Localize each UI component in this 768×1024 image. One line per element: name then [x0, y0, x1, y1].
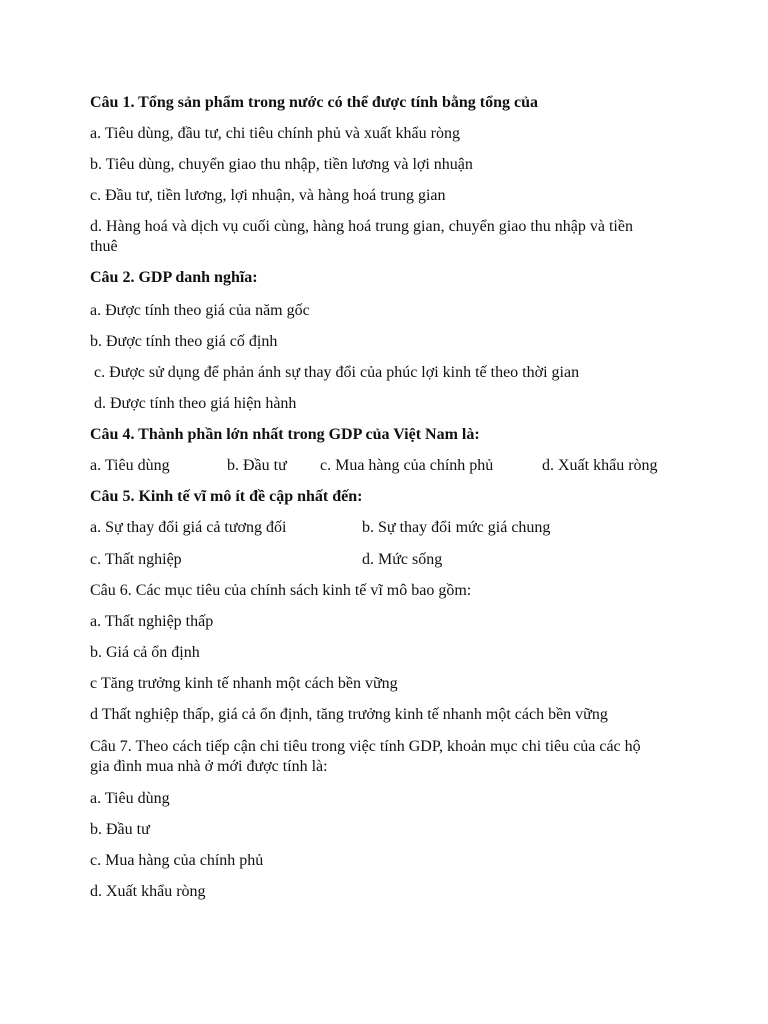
question-6-option-d: d Thất nghiệp thấp, giá cả ổn định, tăng trưởng kinh tế nhanh một cách bền vững	[90, 706, 608, 723]
question-1-option-a: a. Tiêu dùng, đầu tư, chi tiêu chính phủ và xuất khẩu ròng	[90, 125, 460, 142]
question-7-title: Câu 7. Theo cách tiếp cận chi tiêu trong việc tính GDP, khoản mục chi tiêu của các hộ gia đình mua nhà ở mới được tính là:	[90, 738, 641, 775]
question-6-option-c: c Tăng trưởng kinh tế nhanh một cách bền vững	[90, 675, 398, 692]
question-6-option-a: a. Thất nghiệp thấp	[90, 613, 214, 630]
question-7-option-c: c. Mua hàng của chính phủ	[90, 852, 264, 869]
question-5-option-c: c. Thất nghiệp	[90, 551, 182, 568]
question-7-option-d: d. Xuất khẩu ròng	[90, 883, 206, 900]
question-5-option-a: a. Sự thay đổi giá cả tương đối	[90, 519, 287, 536]
question-2-option-c: c. Được sử dụng để phản ánh sự thay đổi của phúc lợi kinh tế theo thời gian	[90, 364, 580, 381]
question-2-title: Câu 2. GDP danh nghĩa:	[90, 269, 258, 286]
question-6-title: Câu 6. Các mục tiêu của chính sách kinh tế vĩ mô bao gồm:	[90, 582, 472, 599]
question-7-option-b: b. Đầu tư	[90, 821, 150, 838]
question-5-option-b: b. Sự thay đổi mức giá chung	[362, 519, 551, 536]
question-5-option-d: d. Mức sống	[362, 551, 443, 568]
question-5-title: Câu 5. Kinh tế vĩ mô ít đề cập nhất đến:	[90, 488, 363, 505]
question-4-title: Câu 4. Thành phần lớn nhất trong GDP của Việt Nam là:	[90, 426, 480, 443]
question-1-option-d: d. Hàng hoá và dịch vụ cuối cùng, hàng hoá trung gian, chuyển giao thu nhập và tiền thuê	[90, 218, 633, 255]
question-4-option-c: c. Mua hàng của chính phủ	[320, 457, 494, 474]
question-2-option-b: b. Được tính theo giá cố định	[90, 333, 278, 350]
question-1-option-b: b. Tiêu dùng, chuyển giao thu nhập, tiền lương và lợi nhuận	[90, 156, 473, 173]
question-1-option-c: c. Đầu tư, tiền lương, lợi nhuận, và hàng hoá trung gian	[90, 187, 446, 204]
question-2-option-d: d. Được tính theo giá hiện hành	[90, 395, 297, 412]
question-4-option-d: d. Xuất khẩu ròng	[542, 457, 658, 474]
question-6-option-b: b. Giá cả ổn định	[90, 644, 200, 661]
question-4-option-a: a. Tiêu dùng	[90, 457, 170, 474]
question-7-option-a: a. Tiêu dùng	[90, 790, 170, 807]
question-2-option-a: a. Được tính theo giá của năm gốc	[90, 302, 310, 319]
question-1-title: Câu 1. Tổng sản phẩm trong nước có thể được tính bằng tổng của	[90, 94, 538, 111]
question-4-option-b: b. Đầu tư	[227, 457, 287, 474]
